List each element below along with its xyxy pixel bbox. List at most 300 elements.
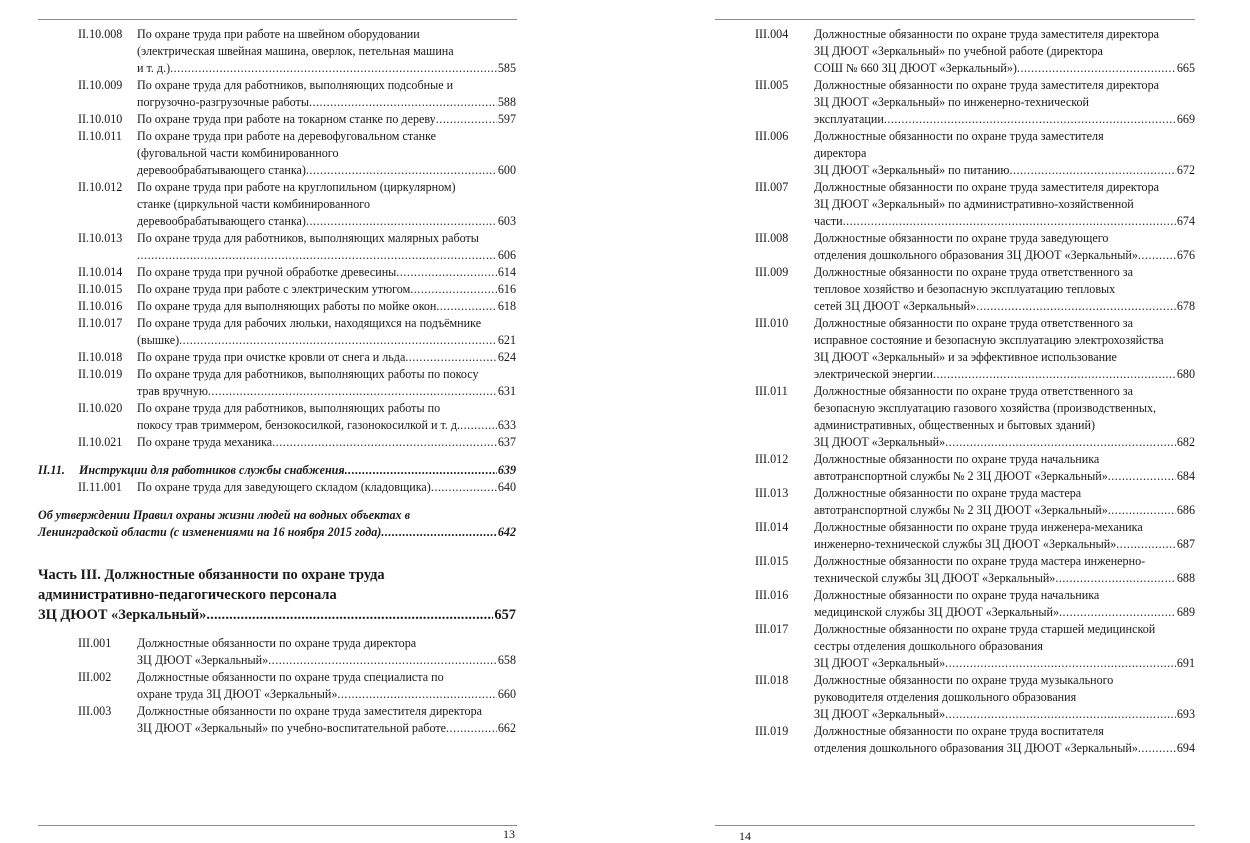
entry-code: II.10.017	[78, 316, 123, 330]
section-entry	[38, 462, 516, 479]
entry-title-line: По охране труда для выполняющих работы по мойке окон	[137, 299, 437, 313]
dot-leader	[1055, 570, 1176, 587]
entry-body	[137, 315, 516, 349]
entry-title-line: Должностные обязанности по охране труда ответственного за	[814, 265, 1133, 279]
page-reference: 642	[497, 525, 516, 539]
toc-entry[interactable]	[755, 621, 1195, 672]
entry-last-line	[814, 468, 1195, 485]
entry-last-line	[814, 502, 1195, 519]
top-rule	[38, 19, 517, 20]
dot-leader	[206, 605, 493, 625]
entry-body	[814, 77, 1195, 128]
entry-title-line: тепловое хозяйство и безопасную эксплуатацию тепловых	[814, 282, 1116, 296]
dot-leader	[976, 298, 1176, 315]
entry-title-line: Должностные обязанности по охране труда заведующего	[814, 231, 1109, 245]
entry-last-line	[137, 162, 516, 179]
entry-last-line	[137, 264, 516, 281]
entry-body	[137, 77, 516, 111]
entry-body	[814, 26, 1195, 77]
entry-last-line	[814, 162, 1195, 179]
entry-last-line	[137, 652, 516, 669]
toc-group-2-10	[78, 26, 516, 451]
dot-leader	[1138, 740, 1176, 757]
entry-code: III.019	[755, 724, 789, 738]
toc-entry[interactable]	[78, 703, 516, 737]
dot-leader	[309, 94, 497, 111]
page-number: 13	[503, 827, 515, 841]
toc-entry[interactable]	[78, 366, 516, 400]
entry-body	[814, 315, 1195, 383]
dot-leader	[1138, 247, 1176, 264]
entry-body	[137, 434, 516, 451]
entry-title-line: сетей ЗЦ ДЮОТ «Зеркальный»	[814, 299, 977, 313]
entry-last-line	[137, 686, 516, 703]
entry-title-line: автотранспортной службы № 2 ЗЦ ДЮОТ «Зеркальный»	[814, 469, 1108, 483]
page-reference: 680	[1176, 367, 1195, 381]
page-reference: 606	[497, 248, 516, 262]
entry-title-line: По охране труда при работе на деревофуговальном станке	[137, 129, 437, 143]
entry-code: III.016	[755, 588, 789, 602]
entry-last-line	[137, 383, 516, 400]
toc-entry[interactable]	[755, 451, 1195, 485]
entry-title-line: ЗЦ ДЮОТ «Зеркальный»	[137, 653, 269, 667]
toc-entry[interactable]	[755, 383, 1195, 451]
part-3-heading[interactable]	[38, 565, 516, 625]
section-code: II.11.	[38, 463, 65, 477]
entry-code: II.11.001	[78, 480, 122, 494]
entry-body	[137, 635, 516, 669]
entry-last-line	[814, 434, 1195, 451]
toc-entry[interactable]	[78, 400, 516, 434]
entry-body	[137, 703, 516, 737]
page-reference: 689	[1176, 605, 1195, 619]
entry-title-line: ЗЦ ДЮОТ «Зеркальный» по инженерно-технической	[814, 95, 1090, 109]
entry-body	[137, 111, 516, 128]
entry-title-line: автотранспортной службы № 2 ЗЦ ДЮОТ «Зеркальный»	[814, 503, 1108, 517]
entry-body	[814, 451, 1195, 485]
entry-body	[137, 669, 516, 703]
dot-leader	[1116, 536, 1176, 553]
entry-body	[814, 621, 1195, 672]
page-reference: 676	[1176, 248, 1195, 262]
entry-code: II.10.015	[78, 282, 123, 296]
dot-leader	[1017, 60, 1176, 77]
bottom-rule	[38, 825, 517, 826]
page-reference: 691	[1176, 656, 1195, 670]
entry-title-line: Должностные обязанности по охране труда мастера	[814, 486, 1082, 500]
toc-entry[interactable]	[755, 179, 1195, 230]
toc-entry[interactable]	[755, 26, 1195, 77]
entry-title-line: Должностные обязанности по охране труда ответственного за	[814, 316, 1133, 330]
section-heading-2-11[interactable]	[38, 462, 516, 479]
page-reference: 597	[497, 112, 516, 126]
dot-leader	[170, 60, 497, 77]
entry-last-line	[137, 281, 516, 298]
entry-title-line: Должностные обязанности по охране труда воспитателя	[814, 724, 1104, 738]
toc-entry[interactable]	[78, 264, 516, 281]
entry-last-line	[137, 349, 516, 366]
entry-title-line: Ленинградской области (с изменениями на 16 ноября 2015 года)	[38, 525, 382, 539]
entry-body	[814, 179, 1195, 230]
entry-title-line: отделения дошкольного образования ЗЦ ДЮОТ «Зеркальный»	[814, 741, 1138, 755]
page-reference: 682	[1176, 435, 1195, 449]
entry-last-line	[137, 720, 516, 737]
entry-last-line	[814, 604, 1195, 621]
entry-code: II.10.010	[78, 112, 123, 126]
entry-code: III.005	[755, 78, 789, 92]
dot-leader	[945, 706, 1176, 723]
entry-code: III.006	[755, 129, 789, 143]
entry-last-line	[814, 740, 1195, 757]
entry-last-line	[137, 111, 516, 128]
page-reference: 624	[497, 350, 516, 364]
entry-title-line: Инструкции для работников службы снабжения	[79, 463, 345, 477]
entry-title-line: СОШ № 660 ЗЦ ДЮОТ «Зеркальный»)	[814, 61, 1017, 75]
dot-leader	[337, 686, 496, 703]
entry-title-line: эксплуатации	[814, 112, 884, 126]
entry-title-line: директора	[814, 146, 867, 160]
entry-title-line: Часть III. Должностные обязанности по охране труда	[38, 567, 385, 583]
entry-title-line: Об утверждении Правил охраны жизни людей на водных объектах в	[38, 508, 411, 522]
page-reference: 665	[1176, 61, 1195, 75]
toc-entry[interactable]	[78, 349, 516, 366]
entry-title-line: отделения дошкольного образования ЗЦ ДЮОТ «Зеркальный»	[814, 248, 1138, 262]
entry-last-line	[814, 111, 1195, 128]
entry-title-line: Должностные обязанности по охране труда музыкального	[814, 673, 1114, 687]
toc-entry[interactable]	[755, 672, 1195, 723]
entry-code: III.010	[755, 316, 789, 330]
page-reference: 688	[1176, 571, 1195, 585]
entry-title-line: охране труда ЗЦ ДЮОТ «Зеркальный»	[137, 687, 338, 701]
page-reference: 621	[497, 333, 516, 347]
entry-last-line	[137, 94, 516, 111]
entry-last-line	[814, 706, 1195, 723]
entry-last-line	[137, 332, 516, 349]
entry-title-line: По охране труда при работе на круглопильном (циркулярном)	[137, 180, 456, 194]
dot-leader	[179, 332, 497, 349]
entry-title-line: По охране труда при работе на швейном оборудовании	[137, 27, 420, 41]
entry-last-line	[137, 213, 516, 230]
entry-title-line: исправное состояние и безопасную эксплуатацию электрохозяйства	[814, 333, 1164, 347]
page-reference: 693	[1176, 707, 1195, 721]
entry-last-line	[79, 462, 516, 479]
page-reference: 687	[1176, 537, 1195, 551]
entry-last-line	[814, 247, 1195, 264]
toc-entry[interactable]	[755, 553, 1195, 587]
entry-title-line: Должностные обязанности по охране труда инженера-механика	[814, 520, 1143, 534]
dot-leader	[272, 434, 497, 451]
toc-entry[interactable]	[755, 587, 1195, 621]
page-reference: 614	[497, 265, 516, 279]
entry-body	[137, 179, 516, 230]
entry-body	[137, 400, 516, 434]
toc-entry[interactable]	[78, 669, 516, 703]
entry-last-line	[814, 570, 1195, 587]
entry-code: III.012	[755, 452, 789, 466]
entry-body	[814, 672, 1195, 723]
toc-entry[interactable]	[755, 77, 1195, 128]
entry-body	[814, 723, 1195, 757]
bottom-rule	[715, 825, 1195, 826]
entry-title-line: ЗЦ ДЮОТ «Зеркальный» по учебно-воспитательной работе	[137, 721, 447, 735]
entry-body	[137, 26, 516, 77]
page-reference: 600	[497, 163, 516, 177]
entry-title-line: ЗЦ ДЮОТ «Зеркальный» по учебной работе (директора	[814, 44, 1103, 58]
page-reference: 637	[497, 435, 516, 449]
toc-entry[interactable]	[78, 179, 516, 230]
dot-leader	[460, 417, 497, 434]
entry-code: III.004	[755, 27, 789, 41]
toc-entry[interactable]	[755, 519, 1195, 553]
entry-code: II.10.009	[78, 78, 123, 92]
entry-title-line: ЗЦ ДЮОТ «Зеркальный» по питанию	[814, 163, 1010, 177]
entry-code: III.017	[755, 622, 789, 636]
entry-title-line: По охране труда механика	[137, 435, 273, 449]
page-reference: 618	[497, 299, 516, 313]
entry-body	[137, 128, 516, 179]
entry-title-line: ЗЦ ДЮОТ «Зеркальный»	[814, 707, 946, 721]
page-reference: 631	[497, 384, 516, 398]
entry-body	[137, 366, 516, 400]
toc-entry[interactable]	[755, 723, 1195, 757]
entry-code: III.011	[755, 384, 788, 398]
page-reference: 684	[1176, 469, 1195, 483]
dot-leader	[306, 162, 497, 179]
entry-title-line: По охране труда для работников, выполняющих малярных работы	[137, 231, 479, 245]
dot-leader	[137, 247, 497, 264]
toc-group-2-11	[78, 479, 516, 496]
entry-title-line: Должностные обязанности по охране труда мастера инженерно-	[814, 554, 1146, 568]
entry-body	[137, 298, 516, 315]
entry-title-line: (вышке)	[137, 333, 180, 347]
entry-code: III.002	[78, 670, 112, 684]
entry-body	[814, 230, 1195, 264]
entry-title-line: По охране труда для работников, выполняющих работы по	[137, 401, 441, 415]
entry-code: II.10.011	[78, 129, 122, 143]
dot-leader	[945, 655, 1176, 672]
toc-group-3	[78, 635, 516, 737]
entry-code: III.008	[755, 231, 789, 245]
dot-leader	[410, 281, 497, 298]
dot-leader	[345, 462, 497, 479]
entry-body	[814, 264, 1195, 315]
toc-entry[interactable]	[755, 128, 1195, 179]
dot-leader	[933, 366, 1176, 383]
entry-title-line: Должностные обязанности по охране труда заместителя директора	[814, 78, 1160, 92]
entry-last-line	[814, 298, 1195, 315]
toc-entry[interactable]	[78, 111, 516, 128]
toc-entry[interactable]	[78, 230, 516, 264]
page-reference: 588	[497, 95, 516, 109]
dot-leader	[436, 298, 497, 315]
page-number: 14	[739, 829, 751, 843]
entry-code: III.013	[755, 486, 789, 500]
dot-leader	[396, 264, 497, 281]
toc-column-left	[38, 26, 516, 737]
part-3-body	[38, 565, 516, 625]
top-rule	[715, 19, 1195, 20]
section-body	[79, 462, 516, 479]
entry-code: III.015	[755, 554, 789, 568]
entry-body	[137, 349, 516, 366]
dot-leader	[436, 111, 497, 128]
toc-entry[interactable]	[78, 298, 516, 315]
entry-title-line: Должностные обязанности по охране труда заместителя директора	[814, 27, 1160, 41]
entry-last-line	[814, 655, 1195, 672]
dot-leader	[268, 652, 497, 669]
right-page	[625, 0, 1250, 842]
dot-leader	[306, 213, 497, 230]
entry-body	[814, 128, 1195, 179]
approval-entry[interactable]	[38, 507, 516, 541]
dot-leader	[381, 524, 497, 541]
approval-body	[38, 507, 516, 541]
page-reference: 669	[1176, 112, 1195, 126]
toc-entry[interactable]	[755, 315, 1195, 383]
entry-body	[137, 281, 516, 298]
page-reference: 639	[497, 463, 516, 477]
entry-title-line: технической службы ЗЦ ДЮОТ «Зеркальный»	[814, 571, 1056, 585]
entry-title-line: Должностные обязанности по охране труда специалиста по	[137, 670, 444, 684]
entry-title-line: электрической энергии	[814, 367, 933, 381]
entry-body	[814, 383, 1195, 451]
left-page	[0, 0, 625, 842]
page-reference: 672	[1176, 163, 1195, 177]
page-reference: 694	[1176, 741, 1195, 755]
dot-leader	[843, 213, 1176, 230]
entry-last-line	[137, 298, 516, 315]
entry-code: II.10.014	[78, 265, 123, 279]
entry-last-line	[814, 213, 1195, 230]
page-reference: 616	[497, 282, 516, 296]
entry-code: III.001	[78, 636, 112, 650]
dot-leader	[945, 434, 1176, 451]
page-reference: 662	[497, 721, 516, 735]
entry-last-line	[137, 247, 516, 264]
entry-code: II.10.021	[78, 435, 123, 449]
entry-title-line: деревообрабатывающего станка)	[137, 163, 306, 177]
dot-leader	[884, 111, 1176, 128]
entry-title-line: ЗЦ ДЮОТ «Зеркальный»	[814, 435, 946, 449]
entry-title-line: ЗЦ ДЮОТ «Зеркальный» по административно-хозяйственной	[814, 197, 1134, 211]
entry-code: III.014	[755, 520, 789, 534]
dot-leader	[1009, 162, 1175, 179]
dot-leader	[1059, 604, 1176, 621]
entry-title-line: Должностные обязанности по охране труда заместителя директора	[814, 180, 1160, 194]
entry-title-line: и т. д.)	[137, 61, 171, 75]
entry-title-line: Должностные обязанности по охране труда старшей медицинской	[814, 622, 1156, 636]
toc-group-3-continued	[755, 26, 1195, 757]
entry-code: II.10.008	[78, 27, 123, 41]
entry-title-line: деревообрабатывающего станка)	[137, 214, 306, 228]
entry-title-line: покосу трав триммером, бензокосилкой, газонокосилкой и т. д.	[137, 418, 461, 432]
entry-title-line: сестры отделения дошкольного образования	[814, 639, 1043, 653]
entry-title-line: инженерно-технической службы ЗЦ ДЮОТ «Зеркальный»	[814, 537, 1117, 551]
entry-last-line	[814, 536, 1195, 553]
toc-entry[interactable]	[78, 26, 516, 77]
entry-body	[814, 519, 1195, 553]
toc-entry[interactable]	[755, 264, 1195, 315]
entry-code: III.007	[755, 180, 789, 194]
page-reference: 678	[1176, 299, 1195, 313]
entry-title-line: По охране труда при работе с электрическим утюгом	[137, 282, 411, 296]
entry-last-line	[814, 366, 1195, 383]
entry-title-line: части	[814, 214, 843, 228]
page-reference: 658	[497, 653, 516, 667]
entry-last-line	[137, 434, 516, 451]
entry-title-line: руководителя отделения дошкольного образования	[814, 690, 1077, 704]
entry-last-line	[814, 60, 1195, 77]
entry-title-line: погрузочно-разгрузочные работы	[137, 95, 309, 109]
dot-leader	[446, 720, 497, 737]
entry-last-line	[137, 479, 516, 496]
page-reference: 640	[497, 480, 516, 494]
entry-title-line: Должностные обязанности по охране труда начальника	[814, 588, 1100, 602]
toc-entry[interactable]	[78, 479, 516, 496]
page-reference: 585	[497, 61, 516, 75]
toc-entry[interactable]	[78, 315, 516, 349]
entry-title-line: (фуговальной части комбинированного	[137, 146, 339, 160]
entry-last-line	[38, 605, 516, 625]
page-reference: 633	[497, 418, 516, 432]
dot-leader	[1108, 502, 1176, 519]
page-reference: 660	[497, 687, 516, 701]
toc-entry[interactable]	[755, 230, 1195, 264]
toc-entry[interactable]	[78, 128, 516, 179]
toc-entry[interactable]	[755, 485, 1195, 519]
entry-title-line: ЗЦ ДЮОТ «Зеркальный»	[38, 607, 207, 623]
page-reference: 657	[494, 607, 516, 623]
entry-title-line: медицинской службы ЗЦ ДЮОТ «Зеркальный»	[814, 605, 1060, 619]
entry-title-line: административных, общественных и бытовых зданий)	[814, 418, 1096, 432]
entry-title-line: По охране труда для работников, выполняющих подсобные и	[137, 78, 454, 92]
entry-body	[137, 230, 516, 264]
toc-entry[interactable]	[78, 635, 516, 669]
dot-leader	[431, 479, 497, 496]
entry-code: II.10.013	[78, 231, 123, 245]
entry-title-line: По охране труда для работников, выполняющих работы по покосу	[137, 367, 479, 381]
entry-last-line	[137, 60, 516, 77]
page-reference: 674	[1176, 214, 1195, 228]
entry-last-line	[137, 417, 516, 434]
dot-leader	[405, 349, 497, 366]
entry-code: III.003	[78, 704, 112, 718]
entry-title-line: Должностные обязанности по охране труда заместителя директора	[137, 704, 483, 718]
entry-body	[814, 587, 1195, 621]
entry-title-line: ЗЦ ДЮОТ «Зеркальный» и за эффективное использование	[814, 350, 1117, 364]
entry-body	[814, 485, 1195, 519]
entry-title-line: По охране труда при очистке кровли от снега и льда	[137, 350, 406, 364]
page-reference: 603	[497, 214, 516, 228]
entry-code: II.10.018	[78, 350, 123, 364]
entry-title-line: станке (циркульной части комбинированного	[137, 197, 371, 211]
entry-title-line: По охране труда при работе на токарном станке по дереву	[137, 112, 436, 126]
toc-entry[interactable]	[78, 77, 516, 111]
toc-entry[interactable]	[78, 434, 516, 451]
dot-leader	[1108, 468, 1176, 485]
entry-title-line: безопасную эксплуатацию газового хозяйства (производственных,	[814, 401, 1157, 415]
entry-last-line	[38, 524, 516, 541]
entry-code: II.10.019	[78, 367, 123, 381]
entry-code: II.10.012	[78, 180, 123, 194]
entry-title-line: По охране труда для заведующего складом (кладовщика)	[137, 480, 431, 494]
entry-title-line: Должностные обязанности по охране труда ответственного за	[814, 384, 1133, 398]
entry-title-line: трав вручную	[137, 384, 208, 398]
dot-leader	[208, 383, 497, 400]
toc-entry[interactable]	[78, 281, 516, 298]
entry-title-line: ЗЦ ДЮОТ «Зеркальный»	[814, 656, 946, 670]
entry-code: III.009	[755, 265, 789, 279]
